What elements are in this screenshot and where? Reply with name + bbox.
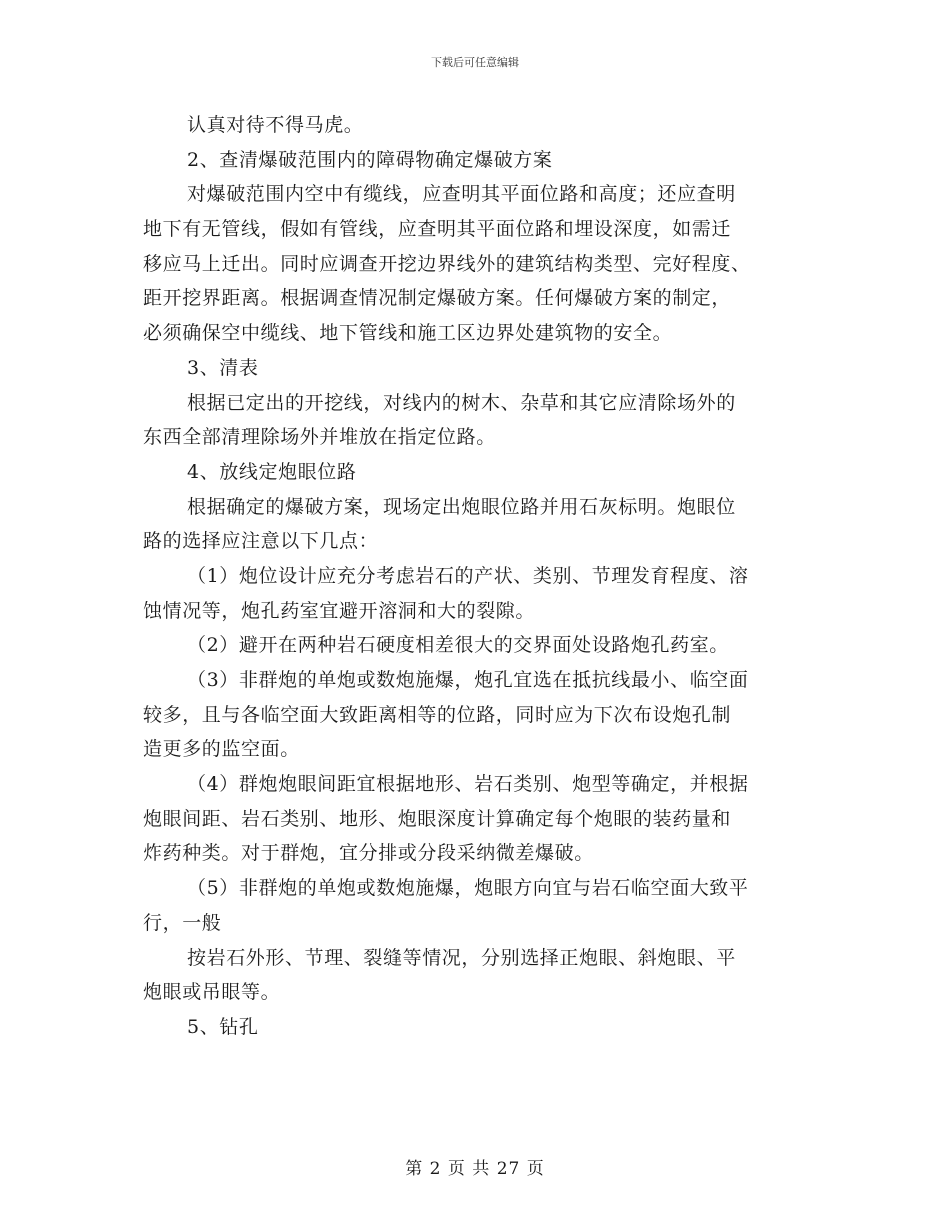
text-line: 东西全部清理除场外并堆放在指定位路。	[143, 426, 496, 449]
text-line: 行，一般	[143, 911, 222, 934]
text-line: 根据确定的爆破方案，现场定出炮眼位路并用石灰标明。炮眼位	[187, 495, 736, 518]
text-line: 根据已定出的开挖线，对线内的树木、杂草和其它应清除场外的	[187, 391, 736, 414]
text-line: 对爆破范围内空中有缆线，应查明其平面位路和高度；还应查明	[187, 183, 736, 206]
text-line: 炮眼间距、岩石类别、地形、炮眼深度计算确定每个炮眼的装药量和	[143, 807, 732, 830]
text-line: 造更多的监空面。	[143, 738, 300, 761]
text-line: 炸药种类。对于群炮，宜分排或分段采纳微差爆破。	[143, 842, 594, 865]
text-line: 蚀情况等，炮孔药室宜避开溶洞和大的裂隙。	[143, 599, 536, 622]
text-line: 4、放线定炮眼位路	[187, 460, 357, 483]
text-line: 2、查清爆破范围内的障碍物确定爆破方案	[187, 148, 553, 171]
text-line: （1）炮位设计应充分考虑岩石的产状、类别、节理发育程度、溶	[187, 564, 749, 587]
text-line: （3）非群炮的单炮或数炮施爆，炮孔宜选在抵抗线最小、临空面	[187, 669, 749, 691]
text-line: （4）群炮炮眼间距宜根据地形、岩石类别、炮型等确定，并根据	[187, 773, 749, 796]
text-line: 地下有无管线，假如有管线，应查明其平面位路和埋设深度，如需迁	[143, 218, 732, 241]
text-line: 按岩石外形、节理、裂缝等情况，分别选择正炮眼、斜炮眼、平	[187, 946, 736, 969]
document-body	[143, 108, 809, 1045]
text-line: 3、清表	[187, 356, 259, 379]
text-line: 较多，且与各临空面大致距离相等的位路，同时应为下次布设炮孔制	[143, 703, 732, 726]
text-line: 炮眼或吊眼等。	[143, 981, 281, 1004]
text-line: （5）非群炮的单炮或数炮施爆，炮眼方向宜与岩石临空面大致平	[187, 877, 749, 900]
text-line: 必须确保空中缆线、地下管线和施工区边界处建筑物的安全。	[143, 322, 673, 345]
header-note: 下载后可任意编辑	[431, 56, 519, 69]
text-line: 距开挖界距离。根据调查情况制定爆破方案。任何爆破方案的制定，	[143, 287, 732, 310]
text-line: （2）避开在两种岩石硬度相差很大的交界面处设路炮孔药室。	[187, 634, 729, 657]
page-number-footer: 第 2 页 共 27 页	[405, 1159, 545, 1179]
text-line: 移应马上迁出。同时应调查开挖边界线外的建筑结构类型、完好程度、	[143, 252, 751, 275]
text-line: 路的选择应注意以下几点：	[143, 530, 379, 553]
text-line: 认真对待不得马虎。	[187, 114, 364, 136]
text-line: 5、钻孔	[187, 1015, 259, 1038]
